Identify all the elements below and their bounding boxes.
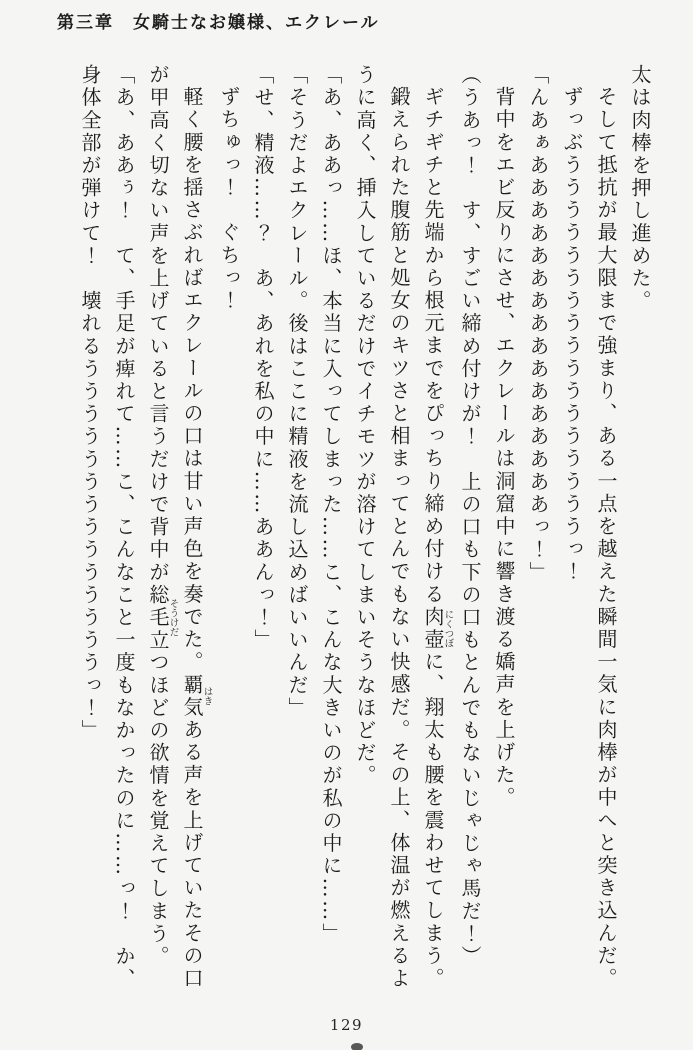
paragraph: ずちゅっ！ ぐちっ！ bbox=[217, 86, 241, 312]
paragraph: 太は肉棒を押し進めた。 bbox=[628, 64, 652, 313]
furigana-term: 覇気はき bbox=[180, 673, 213, 719]
paragraph: そして抵抗が最大限まで強まり、ある一点を越えた瞬間一気に肉棒が中へと突き込んだ。 bbox=[594, 86, 618, 990]
furigana-term: 総毛立そうけだ bbox=[146, 583, 179, 652]
furigana-term: 肉壺にくつぼ bbox=[421, 605, 454, 652]
furigana-reading: そうけだ bbox=[167, 583, 179, 652]
scan-artifact-mark bbox=[351, 1043, 363, 1050]
paragraph: 「あ、ああっ……ほ、本当に入ってしまった……こ、こんな大きいのが私の中に……」 bbox=[319, 64, 343, 946]
novel-text-body bbox=[35, 64, 657, 1005]
furigana-reading: にくつぼ bbox=[442, 605, 454, 651]
paragraph: 「あ、ああぅ！ て、手足が痺れて……こ、こんなこと一度もなかったのに……っ！ か、身体全部が弾けて！ 壊れるううううううううううううううっ！」 bbox=[78, 64, 136, 991]
paragraph: 「せ、精液……？ あ、あれを私の中に……ああんっ！」 bbox=[251, 64, 275, 652]
page-number: 129 bbox=[329, 1016, 364, 1034]
paragraph: 「そうだよエクレール。後はここに精液を流し込めばいいんだ」 bbox=[285, 64, 309, 720]
paragraph: 鍛えられた腹筋と処女のキツさと相まってとんでもない快感だ。その上、体温が燃えるように高く、挿入しているだけでイチモツが溶けてしまいそうなほどだ。 bbox=[353, 64, 411, 990]
furigana-reading: はき bbox=[201, 673, 213, 719]
paragraph: （うあっ！ す、すごい締め付けが！ 上の口も下の口もとんでもないじゃじゃ馬だ！） bbox=[458, 64, 482, 968]
paragraph: ずっぶうううううううううううううううううっ！ bbox=[560, 86, 584, 584]
paragraph: ギチギチと先端から根元までをぴっちり締め付ける肉壺にくつぼに、翔太も腰を震わせてしまう。 bbox=[421, 86, 454, 991]
chapter-header: 第三章 女騎士なお嬢様、エクレール bbox=[57, 13, 380, 33]
paragraph: 軽く腰を揺さぶればエクレールの口は甘い声色を奏でた。覇気はきある声を上げていたその口が甲高く切ない声を上げていると言うだけで背中が総毛立そうけだつほどの欲情を覚えてしまう。 bbox=[146, 64, 213, 991]
paragraph: 「んあぁああああああああああああああああっ！」 bbox=[526, 64, 550, 584]
paragraph: 背中をエビ反りにさせ、エクレールは洞窟中に響き渡る嬌声を上げた。 bbox=[492, 86, 516, 810]
